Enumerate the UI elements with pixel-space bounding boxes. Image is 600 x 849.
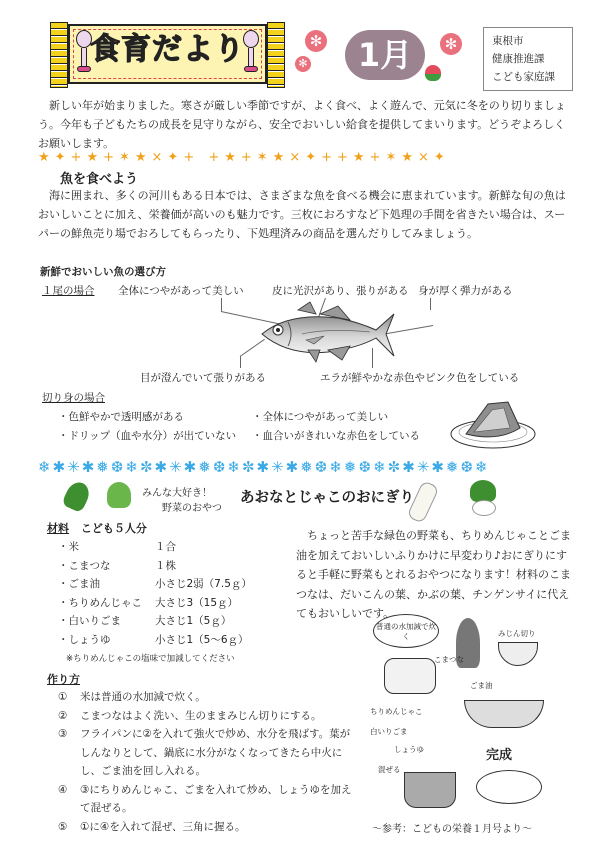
ingredient-name: ・しょうゆ (58, 633, 111, 646)
fish-selection-heading: 新鮮でおいしい魚の選び方 (40, 266, 166, 278)
plum-bud-icon (425, 65, 441, 81)
label-done: 完成 (486, 748, 513, 763)
ingredient-name: ・米 (58, 541, 79, 553)
fish-point: エラが鮮やかな赤色やピンク色をしている (320, 372, 520, 384)
newsletter-title: 食育だより (90, 32, 245, 67)
label-mix: 混ぜる (378, 765, 401, 774)
ingredient-row (58, 612, 252, 631)
department-line: 健康推進課 (492, 53, 545, 65)
reference-note: ～参考：こどもの栄養１月号より～ (372, 824, 532, 835)
step-item: ⑤ ①に④を入れて混ぜ、三角に握る。 (58, 818, 358, 837)
label-jako: ちりめんじゃこ (370, 707, 423, 716)
ingredient-amount: 大さじ1（5ｇ） (155, 615, 232, 627)
label-mince: みじん切り (498, 629, 536, 638)
fish-point: 皮に光沢があり、張りがある (272, 285, 409, 297)
fish-section-body: 海に囲まれ、多くの河川もある日本では、さまざまな魚を食べる機会に恵まれています。新鮮な旬の魚はおいしいことに加え、栄養価が高いのも魅力です。三枚におろすなど下処理の手間を省きたい場合は、スーパーの鮮魚売り場でおろしてもらったり、下処理済みの商品を選んだりしてみましょう。 (38, 189, 566, 240)
bok-choy-icon (107, 482, 131, 508)
fillet-label: 切り身の場合 (42, 392, 105, 404)
rice-cooker-icon (384, 658, 436, 694)
snowflake-divider: ❄✱✳✱❅❆❄✼✱✳✱❅❆❄✼✱✳✱❅❆❄❅❆❄✼✱✳✱❅❆❄ (38, 458, 490, 476)
step-text: ①に④を入れて混ぜ、三角に握る。 (80, 820, 246, 833)
ingredient-row (58, 575, 252, 594)
ingredient-amount: 小さじ2弱（7.5ｇ） (155, 578, 252, 590)
step-item: ② こまつなはよく洗い、生のままみじん切りにする。 (58, 707, 358, 726)
label-sesame: 白いりごま (370, 727, 408, 736)
ingredient-row (58, 594, 252, 613)
fillet-point: ・全体につやがあって美しい (252, 411, 389, 423)
star-divider: ★✦+★+✶★×✦+ +★+✶★×✦++★+✶★×✦ (38, 150, 450, 165)
ingredient-name: ・こまつな (58, 559, 111, 572)
ingredient-row (58, 538, 252, 557)
step-text: 米は普通の水加減で炊く。 (80, 691, 206, 703)
month-badge: 1月 (345, 30, 425, 80)
ingredient-name: ・ごま油 (58, 578, 100, 590)
pot-icon (404, 772, 456, 808)
fish-fillet-illustration (448, 398, 538, 450)
fillet-points-right (252, 408, 420, 446)
label-komatsuna: こまつな (434, 655, 464, 664)
fish-point: 目が澄んでいて張りがある (140, 372, 266, 384)
ingredients-note: ※ちりめんじゃこの塩味で加減してください (66, 654, 235, 664)
step-text: こまつなはよく洗い、生のままみじん切りにする。 (80, 709, 322, 722)
servings: こども５人分 (80, 522, 147, 535)
ingredient-row (58, 631, 252, 650)
ingredient-row (58, 557, 252, 576)
newsletter-title-banner (50, 20, 285, 88)
steps-label: 作り方 (47, 673, 80, 686)
frying-pan-icon (464, 700, 544, 728)
step-item: ④ ③にちりめんじゃこ、ごまを入れて炒め、しょうゆを加えて混ぜる。 (58, 781, 358, 818)
fillet-point: ・血合いがきれいな赤色をしている (252, 430, 420, 442)
label-soy: しょうゆ (394, 745, 424, 754)
whole-fish-label: １尾の場合 (42, 285, 95, 297)
fish-section-heading: 魚を食べよう (60, 172, 139, 187)
plum-blossom-icon: ✻ (305, 30, 327, 52)
ingredient-amount: １株 (155, 559, 176, 572)
plum-blossom-icon: ✻ (440, 33, 462, 55)
ingredients-list (58, 538, 252, 649)
ingredient-amount: １合 (155, 541, 176, 553)
label-sesame-oil: ごま油 (470, 681, 493, 690)
recipe-tagline-2: 野菜のおやつ (162, 503, 222, 514)
ingredient-name: ・白いりごま (58, 615, 121, 627)
bowl-icon (498, 642, 538, 666)
steps-list (58, 688, 358, 836)
recipe-tagline-1: みんな大好き！ (142, 488, 212, 499)
fish-point: 身が厚く弾力がある (418, 285, 513, 297)
department-line: こども家庭課 (492, 71, 555, 83)
onigiri-plate-icon (476, 770, 542, 804)
recipe-title: あおなとじゃこのおにぎり (240, 490, 414, 506)
step-item: ① 米は普通の水加減で炊く。 (58, 688, 358, 707)
fillet-point: ・色鮮やかで透明感がある (58, 411, 184, 423)
step-item: ③ フライパンに②を入れて強火で炒め、水分を飛ばす。葉がしんなりとして、鍋底に水分がなくなってきたら中火にし、ごま油を回し入れる。 (58, 725, 358, 781)
step-text: フライパンに②を入れて強火で炒め、水分を飛ばす。葉がしんなりとして、鍋底に水分がなくなってきたら中火にし、ごま油を回し入れる。 (80, 728, 351, 777)
fillet-points-left (58, 408, 236, 446)
recipe-description: ちょっと苦手な緑色の野菜も、ちりめんじゃことごま油を加えておいしいふりかけに早変わり♪おにぎりにすると手軽に野菜もとれるおやつになります！材料のこまつなは、だいこんの葉、かぶの葉、チンゲンサイに代えてもおいしいです。 (296, 529, 571, 620)
banner-fringe-right (267, 22, 285, 88)
fish-illustration (258, 300, 398, 365)
recipe-illustration (368, 612, 578, 817)
ingredient-name: ・ちりめんじゃこ (58, 596, 142, 609)
speech-bubble: 普通の水加減で炊く (373, 614, 439, 648)
ingredients-label: 材料 (47, 522, 69, 535)
intro-paragraph: 新しい年が始まりました。寒さが厳しい季節ですが、よく食べ、よく遊んで、元気に冬をのり切りましょう。今年も子どもたちの成長を見守りながら、安全でおいしい給食を提供してまいります。どうぞよろしくお願いします。 (38, 99, 566, 150)
ingredient-amount: 小さじ1（5～6ｇ） (155, 633, 249, 646)
fish-point: 全体につやがあって美しい (118, 285, 244, 297)
department-line: 東根市 (492, 35, 524, 47)
turnip-leaves-icon (470, 480, 496, 502)
ingredients-header (47, 520, 147, 536)
turnip-icon (472, 500, 496, 516)
plum-blossom-icon: ✻ (295, 56, 311, 72)
fillet-point: ・ドリップ（血や水分）が出ていない (58, 430, 237, 442)
komatsuna-icon (61, 479, 93, 514)
ingredient-amount: 大さじ3（15ｇ） (155, 596, 239, 609)
department-box (483, 27, 573, 91)
step-text: ③にちりめんじゃこ、ごまを入れて炒め、しょうゆを加えて混ぜる。 (80, 783, 352, 814)
banner-fringe-left (50, 22, 68, 88)
